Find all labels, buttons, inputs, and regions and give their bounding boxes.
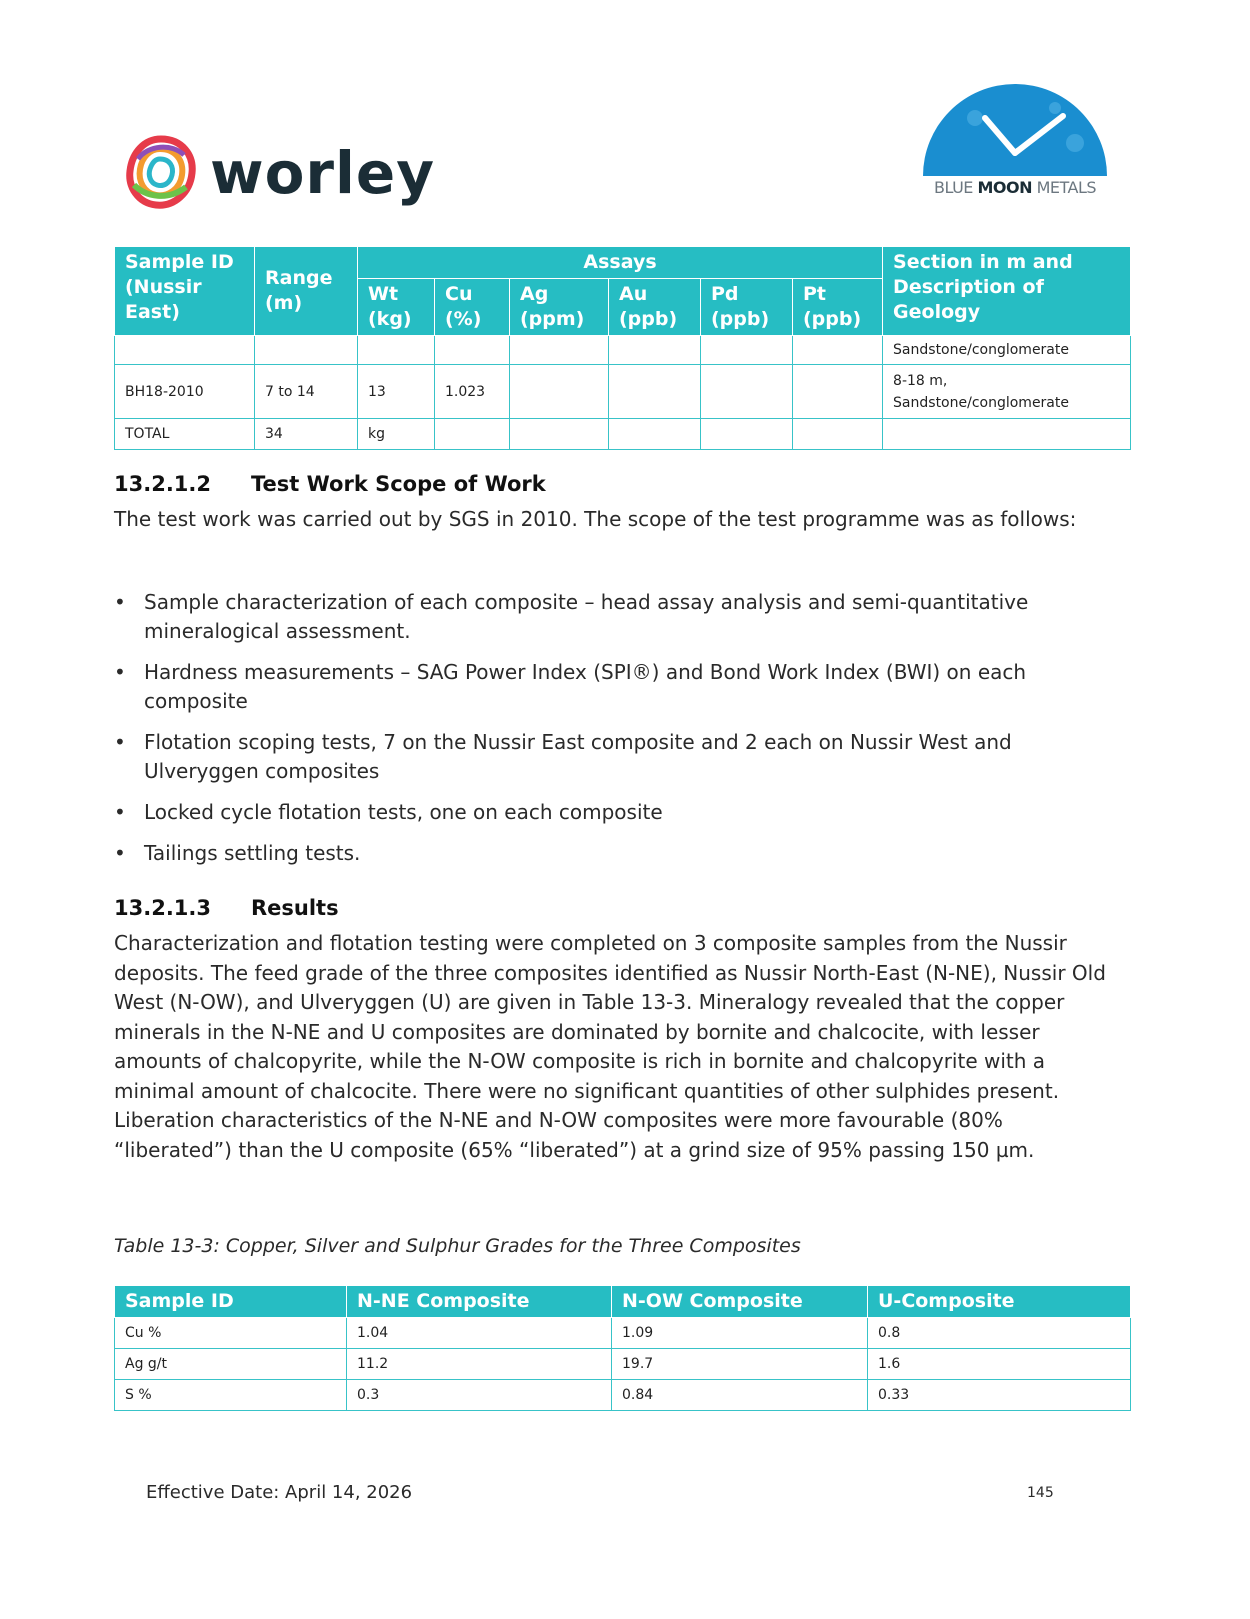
page-number: 145 xyxy=(1027,1485,1054,1501)
header-assays: Assays xyxy=(358,247,883,279)
composite-grades-table xyxy=(114,1285,1131,1411)
table-cell xyxy=(609,365,701,419)
header-n-ne-composite: N-NE Composite xyxy=(347,1286,612,1318)
table-row xyxy=(115,336,1131,365)
header-u-composite: U-Composite xyxy=(868,1286,1131,1318)
table-cell xyxy=(358,336,435,365)
section-title: Test Work Scope of Work xyxy=(251,472,546,496)
table-cell: 1.09 xyxy=(612,1318,868,1349)
table-row xyxy=(115,1318,1131,1349)
moon-clock-icon xyxy=(915,78,1115,178)
table-cell: 0.84 xyxy=(612,1380,868,1411)
table-row xyxy=(115,419,1131,450)
table-row xyxy=(115,1349,1131,1380)
header-range: Range (m) xyxy=(255,247,358,336)
table-cell xyxy=(793,365,883,419)
table-cell: Cu % xyxy=(115,1318,347,1349)
section-number: 13.2.1.3 xyxy=(114,896,211,920)
section-heading-scope xyxy=(114,472,546,496)
assay-table xyxy=(114,246,1131,450)
table-cell: 11.2 xyxy=(347,1349,612,1380)
table-cell: S % xyxy=(115,1380,347,1411)
table-cell: 0.8 xyxy=(868,1318,1131,1349)
table-cell: 7 to 14 xyxy=(255,365,358,419)
table-cell xyxy=(510,365,609,419)
list-item: • Hardness measurements – SAG Power Index (SPI®) and Bond Work Index (BWI) on each composite xyxy=(114,658,1130,716)
table-cell xyxy=(609,419,701,450)
table-cell: Sandstone/conglomerate xyxy=(883,336,1131,365)
table-cell xyxy=(115,336,255,365)
blue-moon-metals-wordmark: BLUE MOON METALS xyxy=(933,178,1097,197)
table-cell xyxy=(609,336,701,365)
table-caption: Table 13-3: Copper, Silver and Sulphur Grades for the Three Composites xyxy=(114,1235,801,1257)
header-n-ow-composite: N-OW Composite xyxy=(612,1286,868,1318)
table-cell: 0.33 xyxy=(868,1380,1131,1411)
table-cell: 8-18 m, Sandstone/conglomerate xyxy=(883,365,1131,419)
header-cu: Cu (%) xyxy=(435,279,510,336)
table-cell: TOTAL xyxy=(115,419,255,450)
table-row xyxy=(115,365,1131,419)
table-row xyxy=(115,1380,1131,1411)
table-cell xyxy=(510,419,609,450)
table-cell xyxy=(701,365,793,419)
table-cell: 19.7 xyxy=(612,1349,868,1380)
table-cell xyxy=(701,336,793,365)
header-pt: Pt (ppb) xyxy=(793,279,883,336)
results-paragraph: Characterization and flotation testing were completed on 3 composite samples from the Nussir deposits. The feed grade of the three composites identified as Nussir North-East (N-NE), Nussir Old West (N-OW), and Ulveryggen (U) are given in Table 13-3. Mineralogy revealed that the copper minerals in the N-NE and U composites are dominated by bornite and chalcocite, with lesser amounts of chalcopyrite, while the N-OW composite is rich in bornite and chalcopyrite with a minimal amount of chalcocite. There were no significant quantities of other sulphides present. Liberation characteristics of the N-NE and N-OW composites were more favourable (80% “liberated”) than the U composite (65% “liberated”) at a grind size of 95% passing 150 µm. xyxy=(114,931,1106,1162)
header-au: Au (ppb) xyxy=(609,279,701,336)
table-cell xyxy=(793,419,883,450)
effective-date: Effective Date: April 14, 2026 xyxy=(146,1482,413,1503)
section-heading-results xyxy=(114,896,339,920)
table-cell: 34 xyxy=(255,419,358,450)
list-item: • Flotation scoping tests, 7 on the Nussir East composite and 2 each on Nussir West and Ulveryggen composites xyxy=(114,728,1130,786)
table-cell: 1.023 xyxy=(435,365,510,419)
table-cell: 13 xyxy=(358,365,435,419)
worley-wordmark: worley xyxy=(210,139,436,207)
worley-logo xyxy=(124,132,435,214)
table-cell: 1.04 xyxy=(347,1318,612,1349)
scope-intro-paragraph: The test work was carried out by SGS in 2010. The scope of the test programme was as follows: xyxy=(114,507,1077,531)
scope-bullet-list xyxy=(114,588,1130,868)
table-cell xyxy=(435,419,510,450)
header-section-geology: Section in m and Description of Geology xyxy=(883,247,1131,336)
table-cell: Ag g/t xyxy=(115,1349,347,1380)
table-cell: 1.6 xyxy=(868,1349,1131,1380)
table-cell xyxy=(883,419,1131,450)
list-item: • Sample characterization of each composite – head assay analysis and semi-quantitative mineralogical assessment. xyxy=(114,588,1130,646)
list-item: • Locked cycle flotation tests, one on each composite xyxy=(114,798,1130,827)
table-cell xyxy=(793,336,883,365)
table-cell: BH18-2010 xyxy=(115,365,255,419)
table-cell xyxy=(701,419,793,450)
header-wt: Wt (kg) xyxy=(358,279,435,336)
section-title: Results xyxy=(251,896,339,920)
table-cell: 0.3 xyxy=(347,1380,612,1411)
table-cell xyxy=(510,336,609,365)
table-cell: kg xyxy=(358,419,435,450)
section-number: 13.2.1.2 xyxy=(114,472,211,496)
header-sample-id: Sample ID xyxy=(115,1286,347,1318)
header-pd: Pd (ppb) xyxy=(701,279,793,336)
worley-swirl-icon xyxy=(124,135,198,211)
blue-moon-metals-logo xyxy=(915,78,1115,206)
header-sample-id: Sample ID (Nussir East) xyxy=(115,247,255,336)
table-cell xyxy=(255,336,358,365)
list-item: • Tailings settling tests. xyxy=(114,839,1130,868)
header-ag: Ag (ppm) xyxy=(510,279,609,336)
table-cell xyxy=(435,336,510,365)
